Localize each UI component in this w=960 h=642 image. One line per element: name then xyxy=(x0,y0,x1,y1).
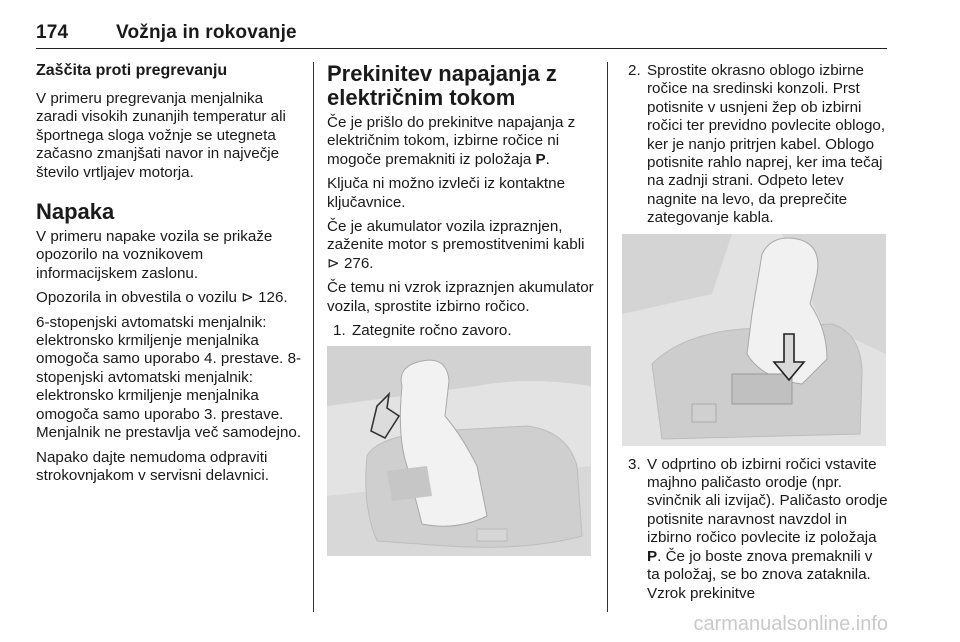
step-1 xyxy=(327,322,599,340)
column-divider-2 xyxy=(607,62,608,612)
step-1-number: 1. xyxy=(333,322,346,340)
step-2 xyxy=(622,62,888,228)
para-power-failure: Če je prišlo do prekinitve napajanja z električnim tokom, izbirne ročice ni mogoče premakniti iz položaja P. xyxy=(327,114,576,168)
para-fault-ref: Opozorila in obvestila o vozilu ⊳ 126. xyxy=(36,289,288,307)
page-header xyxy=(36,22,297,44)
watermark: carmanualsonline.info xyxy=(693,613,888,635)
heading-power-failure: Prekinitev napajanja z električnim tokom xyxy=(327,61,557,110)
para-fault-gearbox: 6-stopenjski avtomatski menjalnik: elektronsko krmiljenje menjalnika omogoča samo uporabo 4. prestave. 8-stopenjski avtomatski menjalnik: elektronsko krmiljenje menjalnika omogoča samo uporabo 3. prestave. Menjalnik ne prestavlja več samodejno. xyxy=(36,313,302,442)
step-3-text: V odprtino ob izbirni ročici vstavite majhno paličasto orodje (npr. svinčnik ali izvijač). Paličasto orodje potisnite naravnost navzdol in izbirno ročico povlecite iz položaja P. Če jo boste znova premaknili v ta položaj, se bo znova zataknila. Vzrok prekinitve xyxy=(647,455,888,602)
heading-fault: Napaka xyxy=(36,199,115,225)
page-number: 174 xyxy=(36,22,69,43)
step-2-number: 2. xyxy=(628,62,641,79)
header-rule xyxy=(36,48,887,49)
heading-overheat: Zaščita proti pregrevanju xyxy=(36,62,228,79)
column-divider-1 xyxy=(313,62,314,612)
chapter-title: Vožnja in rokovanje xyxy=(116,22,297,43)
para-battery: Če je akumulator vozila izpraznjen, zaženite motor s premostitvenimi kabli ⊳ 276. xyxy=(327,218,585,272)
para-key: Ključa ni možno izvleči iz kontaktne ključavnice. xyxy=(327,175,566,211)
step-2-text: Sprostite okrasno oblogo izbirne ročice na sredinski konzoli. Prst potisnite v usnjeni žep ob izbirni ročici ter previdno povlecite oblogo, ker je nanjo pritrjen kabel. Oblogo potisnite rahlo naprej, ker ima tečaj na zadnji strani. Odpeto letev nagnite na levo, da preprečite zategovanje kabla. xyxy=(647,62,886,227)
para-overheat: V primeru pregrevanja menjalnika zaradi visokih zunanjih temperatur ali športnega sloga vožnje se utegneta začasno zmanjšati navor in največje število vrtljajev motorja. xyxy=(36,90,286,181)
position-p: P xyxy=(535,150,546,168)
para-fault-warning: V primeru napake vozila se prikaže opozorilo na voznikovem informacijskem zaslonu. xyxy=(36,228,273,282)
gear-lever-figure-1 xyxy=(327,346,591,556)
column-right xyxy=(622,62,888,609)
step-3 xyxy=(622,456,888,603)
position-p-2: P xyxy=(647,547,658,565)
step-1-text: Zategnite ročno zavoro. xyxy=(352,322,512,340)
gear-lever-figure-2 xyxy=(622,234,886,446)
column-left xyxy=(36,62,306,491)
para-fault-service: Napako dajte nemudoma odpraviti strokovnjakom v servisni delavnici. xyxy=(36,448,269,484)
column-middle xyxy=(327,62,599,566)
step-3-number: 3. xyxy=(628,455,641,473)
para-release: Če temu ni vzrok izpraznjen akumulator vozila, sprostite izbirno ročico. xyxy=(327,279,594,315)
